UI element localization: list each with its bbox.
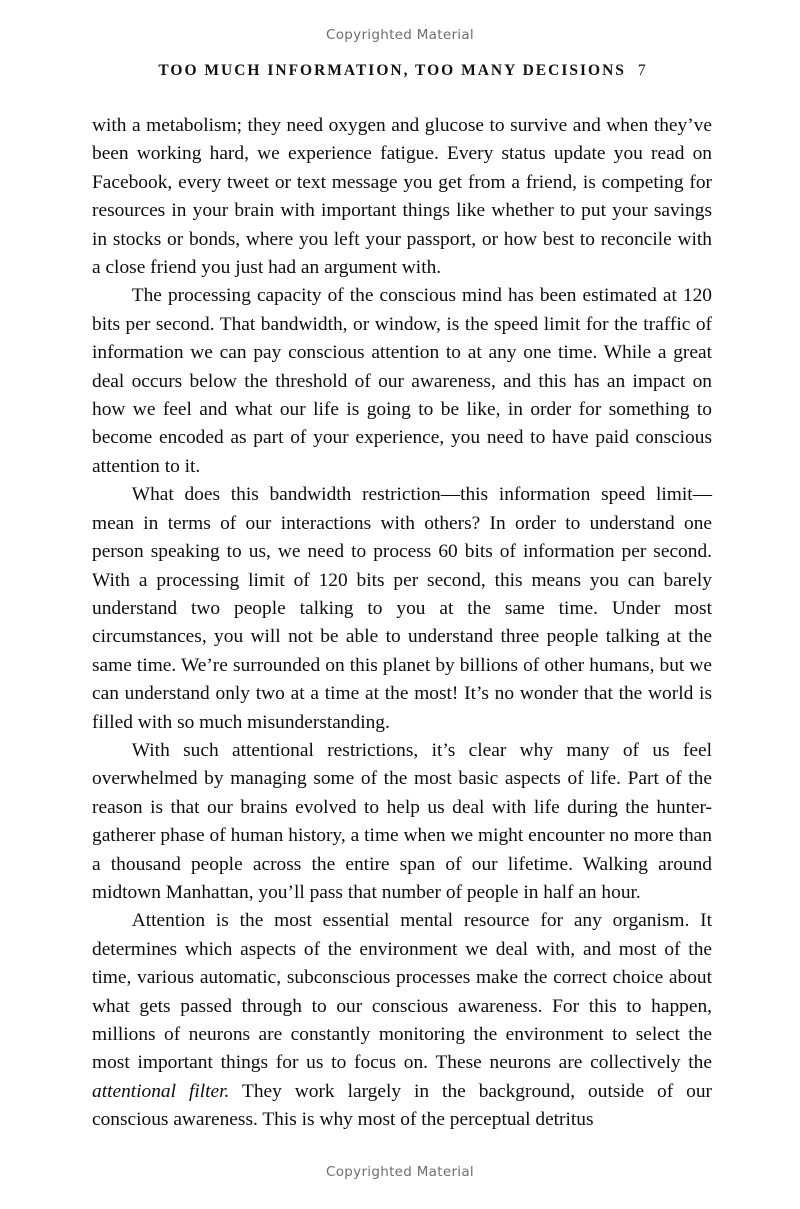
paragraph-5 (92, 907, 712, 1134)
running-head (92, 62, 712, 80)
paragraph-4: With such attentional restrictions, it’s clear why many of us feel overwhelmed by managing some of the most basic aspects of life. Part of the reason is that our brains evolved to help us deal with life during the hunter-gatherer phase of human history, a time when we might encounter no more than a thousand people across the entire span of our lifetime. Walking around midtown Manhattan, you’ll pass that number of people in half an hour. (92, 739, 712, 903)
attentional-filter-term: attentional filter. (92, 1080, 230, 1102)
paragraph-3: What does this bandwidth restriction—this information speed limit—mean in terms of our interactions with others? In order to understand one person speaking to us, we need to process 60 bits of information per second. With a processing limit of 120 bits per second, this means you can barely understand two people talking to you at the same time. Under most circumstances, you will not be able to understand three people talking at the same time. We’re surrounded on this planet by billions of other humans, but we can understand only two at a time at the most! It’s no wonder that the world is filled with so much misunderstanding. (92, 484, 712, 733)
paragraph-5-text-before-italic: Attention is the most essential mental resource for any organism. It determines which aspects of the environment we deal with, and most of the time, various automatic, subconscious processes make the correct choice about what gets passed through to our conscious awareness. For this to happen, millions of neurons are constantly monitoring the environment to select the most important things for us to focus on. These neurons are collectively the (92, 910, 712, 1074)
paragraph-5-text-after-italic: They work largely in the background, outside of our conscious awareness. This is why most of the perceptual detritus (92, 1080, 712, 1131)
paragraph-2: The processing capacity of the conscious mind has been estimated at 120 bits per second. That bandwidth, or window, is the speed limit for the traffic of information we can pay conscious attention to at any one time. While a great deal occurs below the threshold of our awareness, and this has an impact on how we feel and what our life is going to be like, in order for something to become encoded as part of your experience, you need to have paid conscious attention to it. (92, 285, 712, 477)
page-number: 7 (637, 62, 646, 79)
running-head-title: TOO MUCH INFORMATION, TOO MANY DECISIONS (158, 62, 626, 79)
copyright-watermark-top: Copyrighted Material (326, 27, 474, 43)
paragraph-1: with a metabolism; they need oxygen and glucose to survive and when they’ve been working hard, we experience fatigue. Every status update you read on Facebook, every tweet or text message you get from a friend, is competing for resources in your brain with important things like whether to put your savings in stocks or bonds, where you left your passport, or how best to reconcile with a close friend you just had an argument with. (92, 115, 712, 279)
copyright-watermark-bottom: Copyrighted Material (326, 1164, 474, 1180)
body-text-block (92, 112, 712, 1135)
